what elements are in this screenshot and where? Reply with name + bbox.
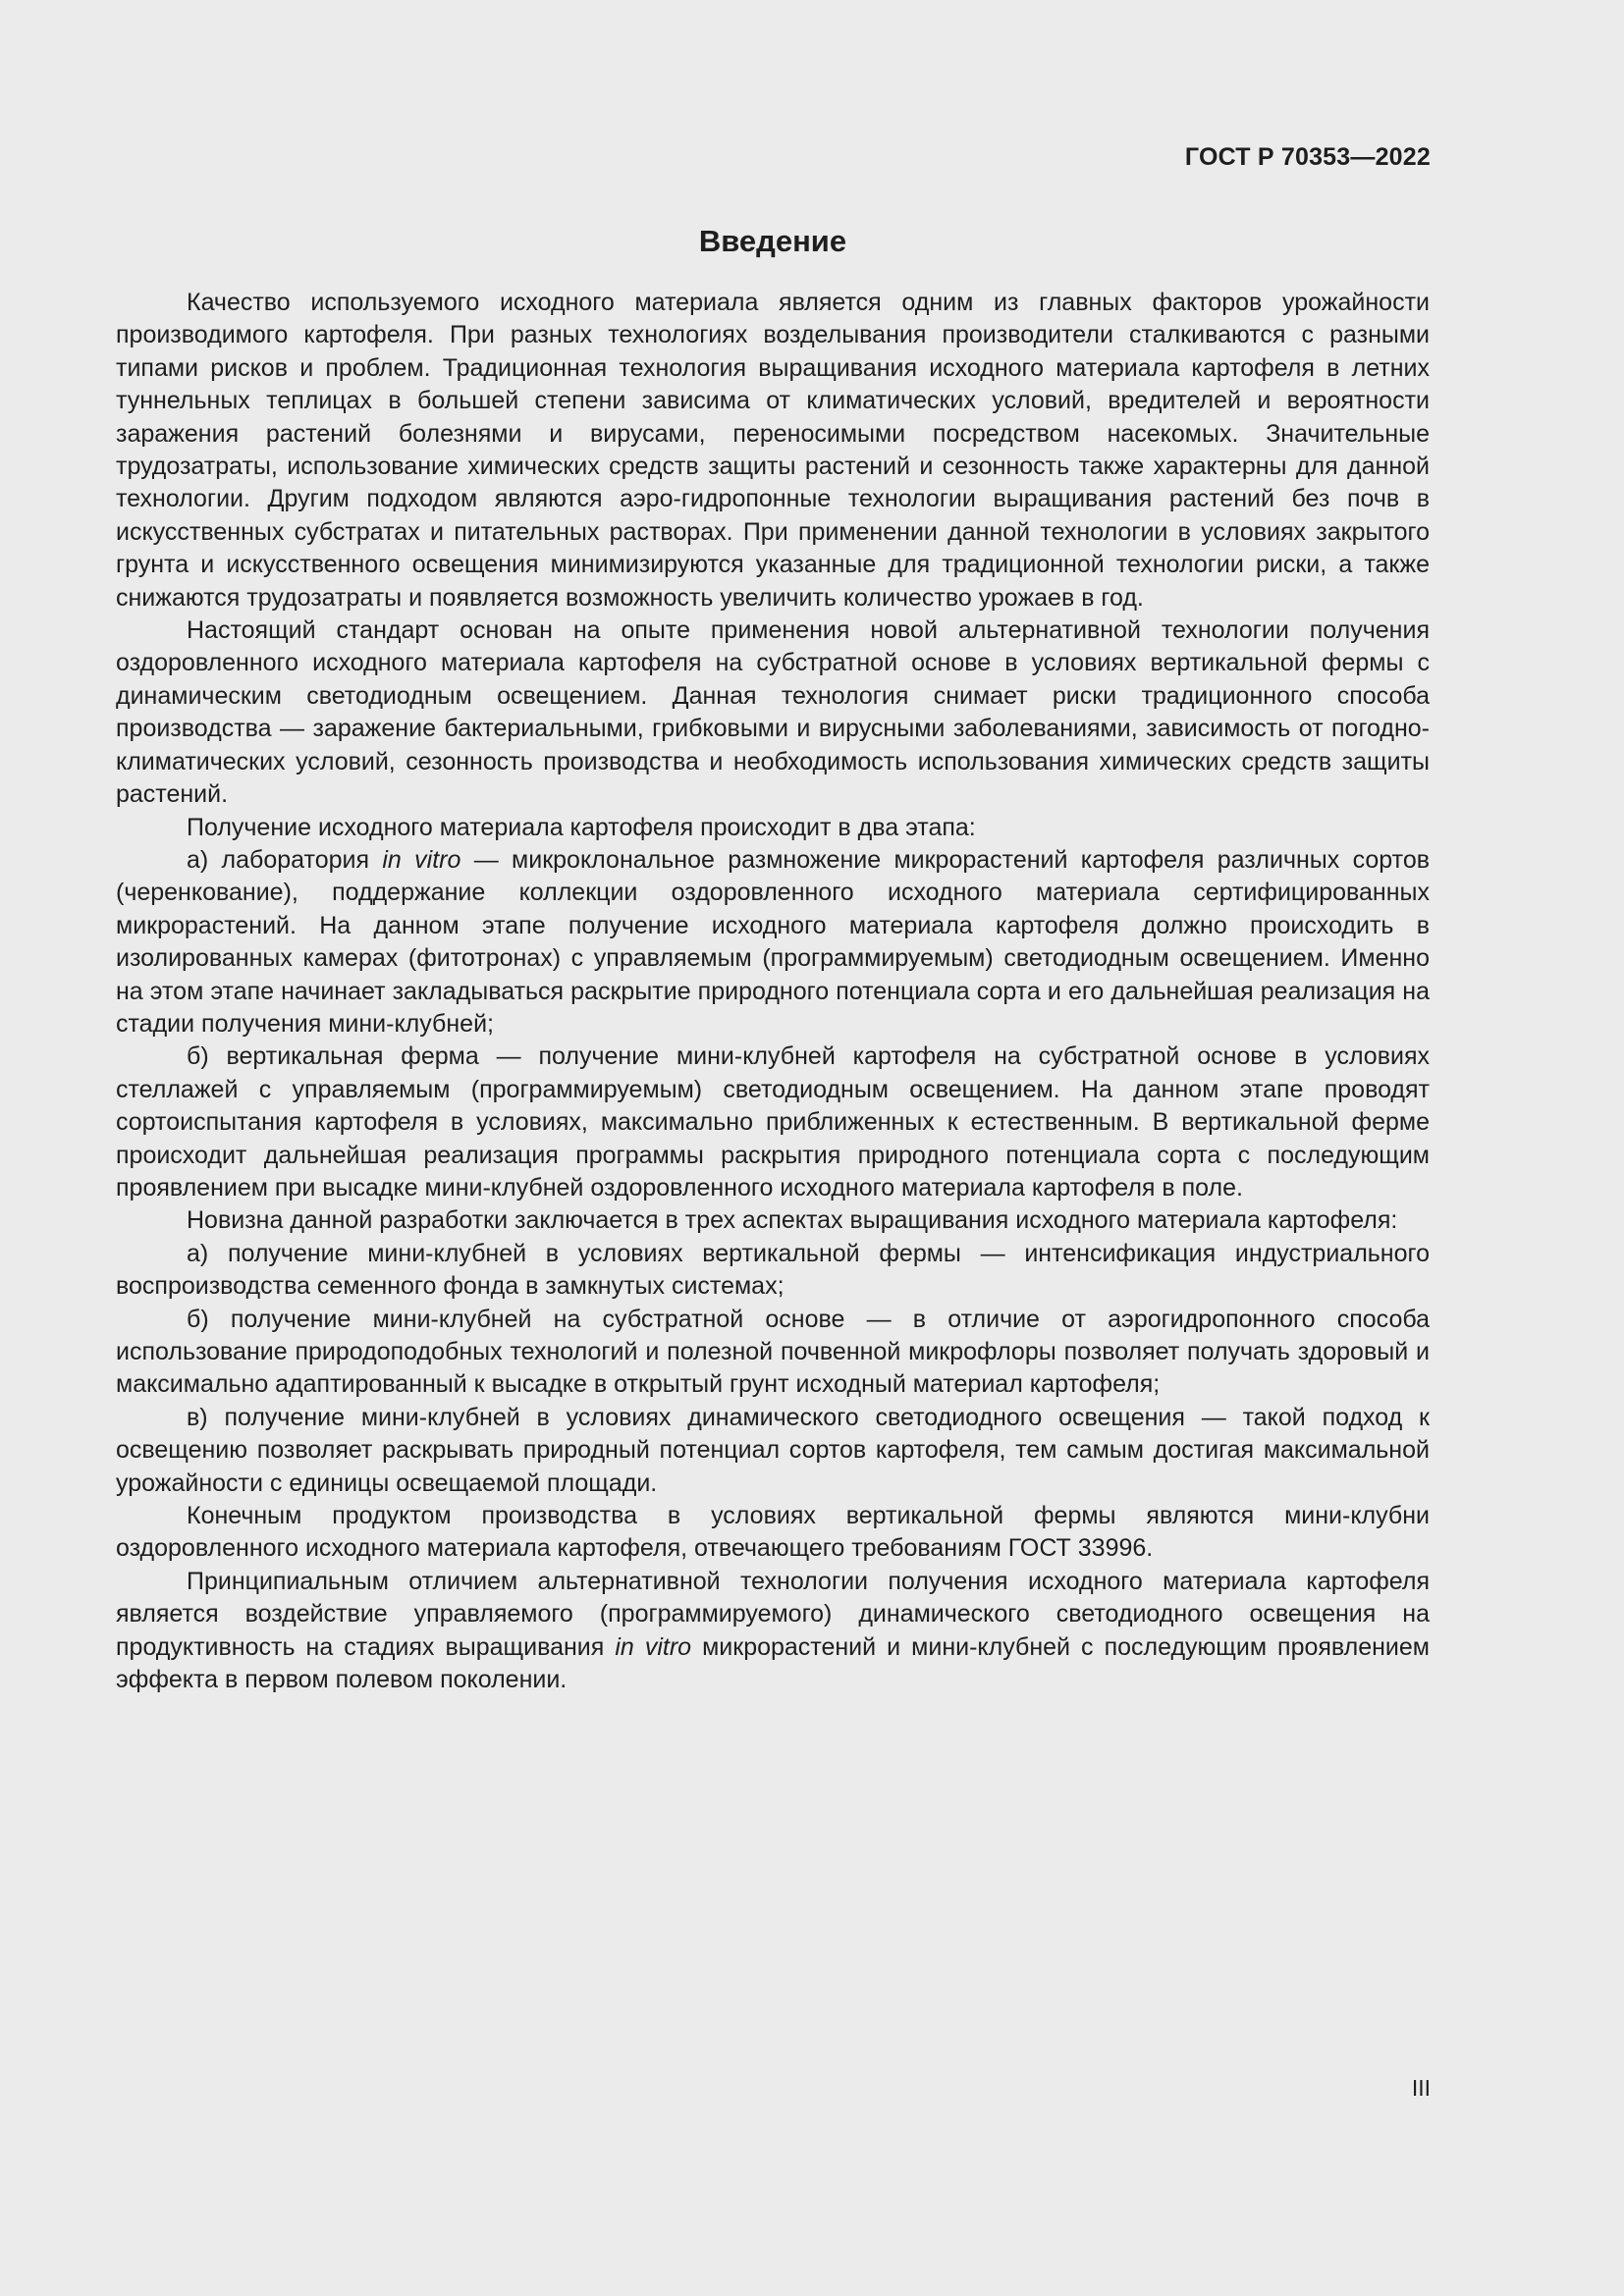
document-body (116, 287, 1430, 1696)
list-item-c: в) получение мини-клубней в условиях динамического светодиодного освещения — такой подход к освещению позволяет раскрывать природный потенциал сортов картофеля, тем самым достигая максимальной урожайности с единицы освещаемой площади. (116, 1403, 1430, 1497)
paragraph: Качество используемого исходного материала является одним из главных факторов урожайности производимого картофеля. При разных технологиях возделывания производители сталкиваются с разными типами рисков и проблем. Традиционная технология выращивания исходного материала картофеля в летних туннельных теплицах в большей степени зависима от климатических условий, вредителей и вероятности заражения растений болезнями и вирусами, переносимыми посредством насекомых. Значительные трудозатраты, использование химических средств защиты растений и сезонность также характерны для данной технологии. Другим подходом являются аэро-гидропонные технологии выращивания растений без почв в искусственных субстратах и питательных растворах. При применении данной технологии в условиях закрытого грунта и искусственного освещения минимизируются указанные для традиционной технологии риски, а также снижаются трудозатраты и появляется возможность увеличить количество урожаев в год. (116, 289, 1430, 612)
paragraph: Конечным продуктом производства в условиях вертикальной фермы являются мини-клубни оздоровленного исходного материала картофеля, отвечающего требованиям ГОСТ 33996. (116, 1502, 1430, 1563)
list-item-a (116, 844, 1430, 1041)
paragraph: Получение исходного материала картофеля происходит в два этапа: (187, 813, 976, 841)
paragraph-text: микрорастений и мини-клубней с последующим проявлением эффекта в первом полевом поколении. (116, 1632, 1430, 1694)
section-title: Введение (698, 224, 847, 258)
paragraph-text: а) лаборатория (187, 845, 383, 874)
italic-term: in vitro (382, 845, 461, 874)
paragraph: Настоящий стандарт основан на опыте применения новой альтернативной технологии получения оздоровленного исходного материала картофеля на субстратной основе в условиях вертикальной фермы с динамическим светодиодным освещением. Данная технология снимает риски традиционного способа производства — заражение бактериальными, грибковыми и вирусными заболеваниями, зависимость от погодно-климатических условий, сезонность производства и необходимость использования химических средств защиты растений. (116, 616, 1430, 809)
list-item-a: а) получение мини-клубней в условиях вертикальной фермы — интенсификация индустриального воспроизводства семенного фонда в замкнутых системах; (116, 1239, 1430, 1301)
list-item-b: б) получение мини-клубней на субстратной основе — в отличие от аэрогидропонного способа использование природоподобных технологий и полезной почвенной микрофлоры позволяет получать здоровый и максимально адаптированный к высадке в открытый грунт исходный материал картофеля; (116, 1305, 1430, 1399)
list-item-b: б) вертикальная ферма — получение мини-клубней картофеля на субстратной основе в условиях стеллажей с управляемым (программируемым) светодиодным освещением. На данном этапе проводят сортоиспытания картофеля в условиях, максимально приближенных к естественным. В вертикальной ферме происходит дальнейшая реализация программы раскрытия природного потенциала сорта с последующим проявлением при высадке мини-клубней оздоровленного исходного материала картофеля в поле. (116, 1042, 1430, 1201)
document-code: ГОСТ Р 70353—2022 (1184, 143, 1431, 171)
paragraph (116, 1566, 1430, 1697)
page-number: III (1411, 2075, 1431, 2101)
paragraph: Новизна данной разработки заключается в трех аспектах выращивания исходного материала картофеля: (187, 1206, 1398, 1235)
paragraph-text: Принципиальным отличием альтернативной технологии получения исходного материала картофеля является воздействие управляемого (программируемого) динамического светодиодного освещения на продуктивность на стадиях выращивания (116, 1567, 1430, 1661)
italic-term: in vitro (615, 1632, 692, 1661)
paragraph-text: — микроклональное размножение микрорастений картофеля различных сортов (черенкование), поддержание коллекции оздоровленного исходного материала сертифицированных микрорастений. На данном этапе получение исходного материала картофеля должно происходить в изолированных камерах (фитотронах) с управляемым (программируемым) светодиодным освещением. Именно на этом этапе начинает закладываться раскрытие природного потенциала сорта и его дальнейшая реализация на стадии получения мини-клубней; (116, 845, 1430, 1038)
